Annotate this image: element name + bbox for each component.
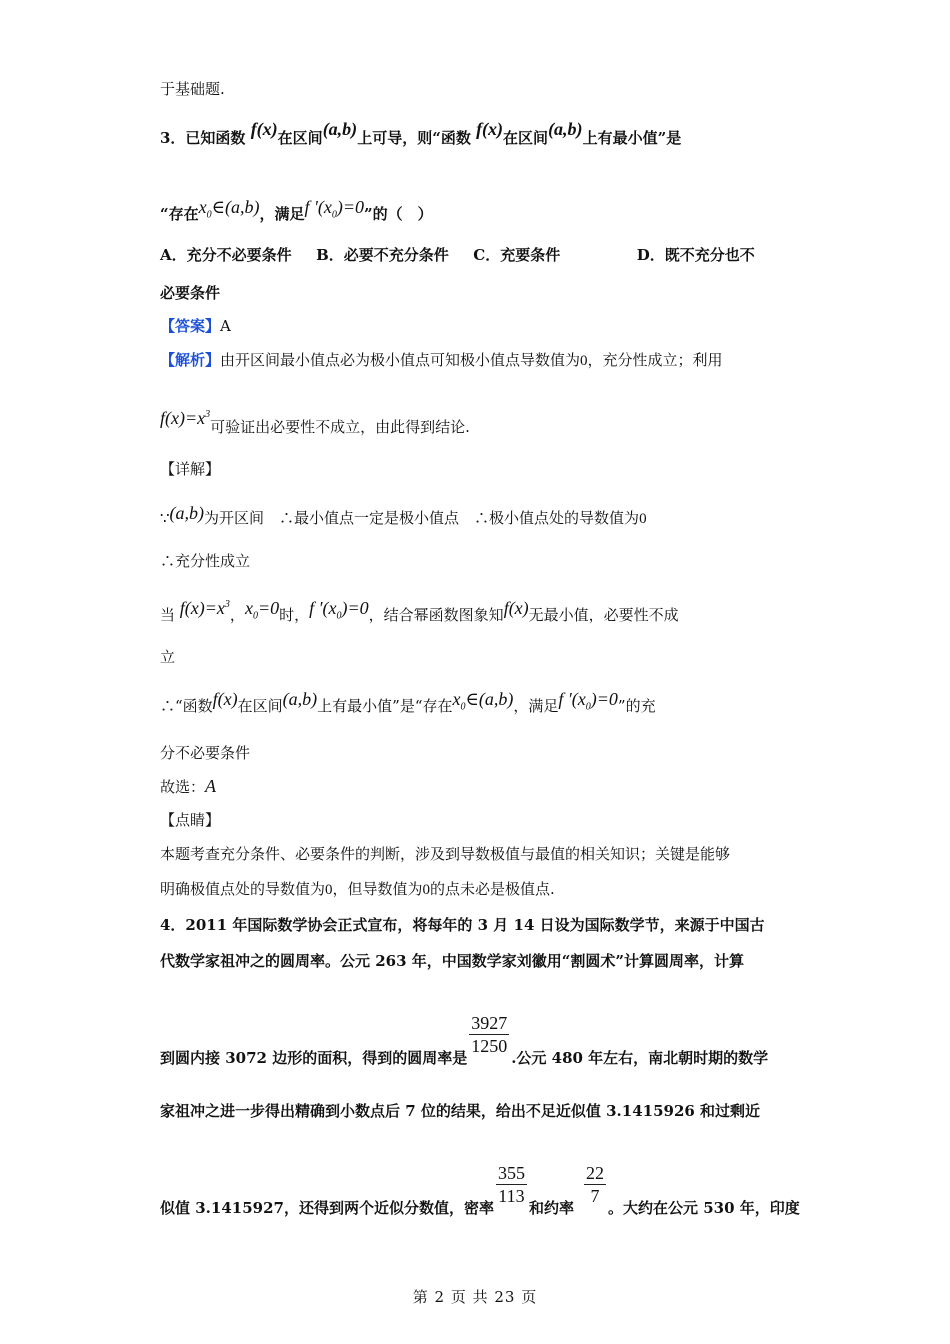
text: 。大约在公元 530 年，印度 bbox=[607, 1198, 800, 1217]
text: 分不必要条件 bbox=[160, 744, 251, 762]
fraction-numerator: 355 bbox=[497, 1163, 525, 1183]
answer-line bbox=[160, 315, 790, 337]
text: 3．已知函数 bbox=[160, 129, 246, 147]
detail-line2 bbox=[160, 550, 790, 572]
text: 故选： bbox=[160, 778, 206, 796]
text: ， bbox=[229, 606, 245, 624]
math-fx: f(x) bbox=[476, 119, 504, 139]
note-tag-line bbox=[160, 809, 790, 831]
detail-line3 bbox=[160, 594, 790, 628]
text: “存在 bbox=[160, 205, 199, 223]
text: ∵ bbox=[160, 509, 170, 527]
analysis-line2 bbox=[160, 404, 790, 438]
text: 上可导，则“函数 bbox=[357, 129, 471, 147]
text: 的点未必是极值点. bbox=[430, 880, 555, 898]
analysis-line1 bbox=[160, 349, 790, 372]
text: 在区间 bbox=[503, 129, 549, 147]
text: 必要条件 bbox=[160, 284, 221, 302]
question-3-line1 bbox=[160, 118, 790, 149]
text: 上有最小值”是 bbox=[582, 129, 682, 147]
text: 时， bbox=[279, 606, 310, 624]
text: 在区间 bbox=[237, 697, 283, 715]
fraction-denominator: 7 bbox=[590, 1186, 600, 1206]
fraction-denominator: 113 bbox=[498, 1186, 525, 1206]
fraction-denominator: 1250 bbox=[471, 1036, 508, 1056]
text: 当 bbox=[160, 606, 176, 624]
text: 上有最小值”是“存在 bbox=[317, 697, 453, 715]
options-line bbox=[160, 244, 790, 266]
analysis-tag: 【解析】 bbox=[160, 351, 221, 369]
math-ab: (a,b) bbox=[282, 689, 318, 709]
question-4-line1 bbox=[160, 914, 790, 936]
math-A: A bbox=[205, 776, 217, 796]
fraction-numerator: 3927 bbox=[471, 1013, 508, 1033]
option-a: A．充分不必要条件 bbox=[160, 246, 292, 264]
text: 到圆内接 3072 边形的面积，得到的圆周率是 bbox=[160, 1048, 468, 1067]
text: ，充分性成立；利用 bbox=[587, 351, 723, 369]
text: 为开区间 ∴最小值点一定是极小值点 ∴极小值点处的导数值为 bbox=[204, 509, 640, 527]
math-fx-x3: $f(x)=x^3$ bbox=[179, 598, 230, 618]
fraction-liuhui bbox=[469, 1012, 509, 1057]
text: 本题考查充分条件、必要条件的判断，涉及到导数极值与最值的相关知识；关键是能够 bbox=[160, 845, 731, 863]
detail-line7 bbox=[160, 775, 790, 798]
detail-line4 bbox=[160, 646, 790, 668]
option-c: C．充要条件 bbox=[473, 246, 561, 264]
math-fx-x3: $f(x)=x^3$ bbox=[160, 408, 211, 428]
fraction-yuelv bbox=[584, 1162, 606, 1207]
detail-line6 bbox=[160, 742, 790, 764]
math-fprime: f $'(x_0)=0$ bbox=[304, 197, 365, 221]
detail-tag-line bbox=[160, 458, 790, 480]
question-4-line3 bbox=[160, 1012, 790, 1067]
text: 4．2011 年国际数学协会正式宣布，将每年的 3 月 14 日设为国际数学节，来源于中国古 bbox=[160, 916, 765, 934]
math-ab: (a,b) bbox=[322, 119, 358, 139]
fraction-milv bbox=[496, 1162, 527, 1207]
question-4-line2 bbox=[160, 950, 790, 972]
math-fx: f(x) bbox=[503, 598, 529, 618]
options-line2 bbox=[160, 282, 790, 304]
text: 家祖冲之进一步得出精确到小数点后 7 位的结果，给出不足近似值 3.1415926 和过剩近 bbox=[160, 1102, 761, 1120]
text: ，但导数值为 bbox=[332, 880, 423, 898]
text: 可验证出必要性不成立，由此得到结论. bbox=[210, 418, 470, 436]
text-line bbox=[160, 78, 790, 100]
text: ，结合幂函数图象知 bbox=[368, 606, 504, 624]
page-footer: 第 2 页 共 23 页 bbox=[412, 1288, 538, 1306]
math-fx: f(x) bbox=[212, 689, 238, 709]
text: .公元 480 年左右，南北朝时期的数学 bbox=[511, 1048, 769, 1067]
text: 明确极值点处的导数值为 bbox=[160, 880, 326, 898]
text: 代数学家祖冲之的圆周率。公元 263 年，中国数学家刘徽用“割圆术”计算圆周率，计算 bbox=[160, 952, 745, 970]
math-zero: 0 bbox=[580, 353, 588, 369]
text: ，满足 bbox=[513, 697, 559, 715]
note-line2 bbox=[160, 878, 790, 901]
detail-line5 bbox=[160, 688, 790, 719]
text: 在区间 bbox=[277, 129, 323, 147]
text: 由开区间最小值点必为极小值点可知极小值点导数值为 bbox=[220, 351, 581, 369]
text: 似值 3.1415927，还得到两个近似分数值，密率 bbox=[160, 1198, 494, 1217]
text: ”的充 bbox=[617, 697, 656, 715]
text: ∴充分性成立 bbox=[160, 552, 251, 570]
note-line1 bbox=[160, 843, 790, 865]
text: 和约率 bbox=[528, 1198, 574, 1217]
question-4-line5 bbox=[160, 1162, 800, 1217]
math-ab: (a,b) bbox=[169, 503, 205, 523]
text: ，满足 bbox=[259, 205, 305, 223]
detail-line1 bbox=[160, 502, 790, 530]
math-x0-in-ab: $x_0\in(a,b)$ bbox=[198, 197, 260, 221]
math-fx: f(x) bbox=[250, 119, 278, 139]
option-b: B．必要不充分条件 bbox=[316, 246, 449, 264]
math-ab: (a,b) bbox=[548, 119, 583, 139]
answer-value: A bbox=[220, 317, 231, 335]
text: 立 bbox=[160, 648, 176, 666]
math-zero: 0 bbox=[422, 882, 431, 898]
math-x0-in-ab: $x_0\in(a,b)$ bbox=[452, 689, 514, 713]
math-x0-eq-0: $x_0=0$ bbox=[244, 598, 280, 622]
option-d: D．既不充分也不 bbox=[636, 246, 755, 264]
question-3-line2 bbox=[160, 196, 790, 227]
math-zero: 0 bbox=[639, 511, 647, 527]
math-fprime: f $'(x_0)=0$ bbox=[558, 689, 618, 713]
text: 无最小值，必要性不成 bbox=[528, 606, 679, 624]
detail-tag: 【详解】 bbox=[160, 460, 221, 478]
question-4-line4 bbox=[160, 1100, 790, 1122]
math-zero: 0 bbox=[325, 882, 333, 898]
answer-tag: 【答案】 bbox=[160, 317, 221, 335]
text: ”的（ ） bbox=[364, 205, 433, 223]
fraction-numerator: 22 bbox=[585, 1163, 604, 1183]
text: 于基础题. bbox=[160, 80, 225, 98]
text: ∴“函数 bbox=[160, 697, 213, 715]
note-tag: 【点睛】 bbox=[160, 811, 221, 829]
math-fprime: f $'(x_0)=0$ bbox=[309, 598, 369, 622]
